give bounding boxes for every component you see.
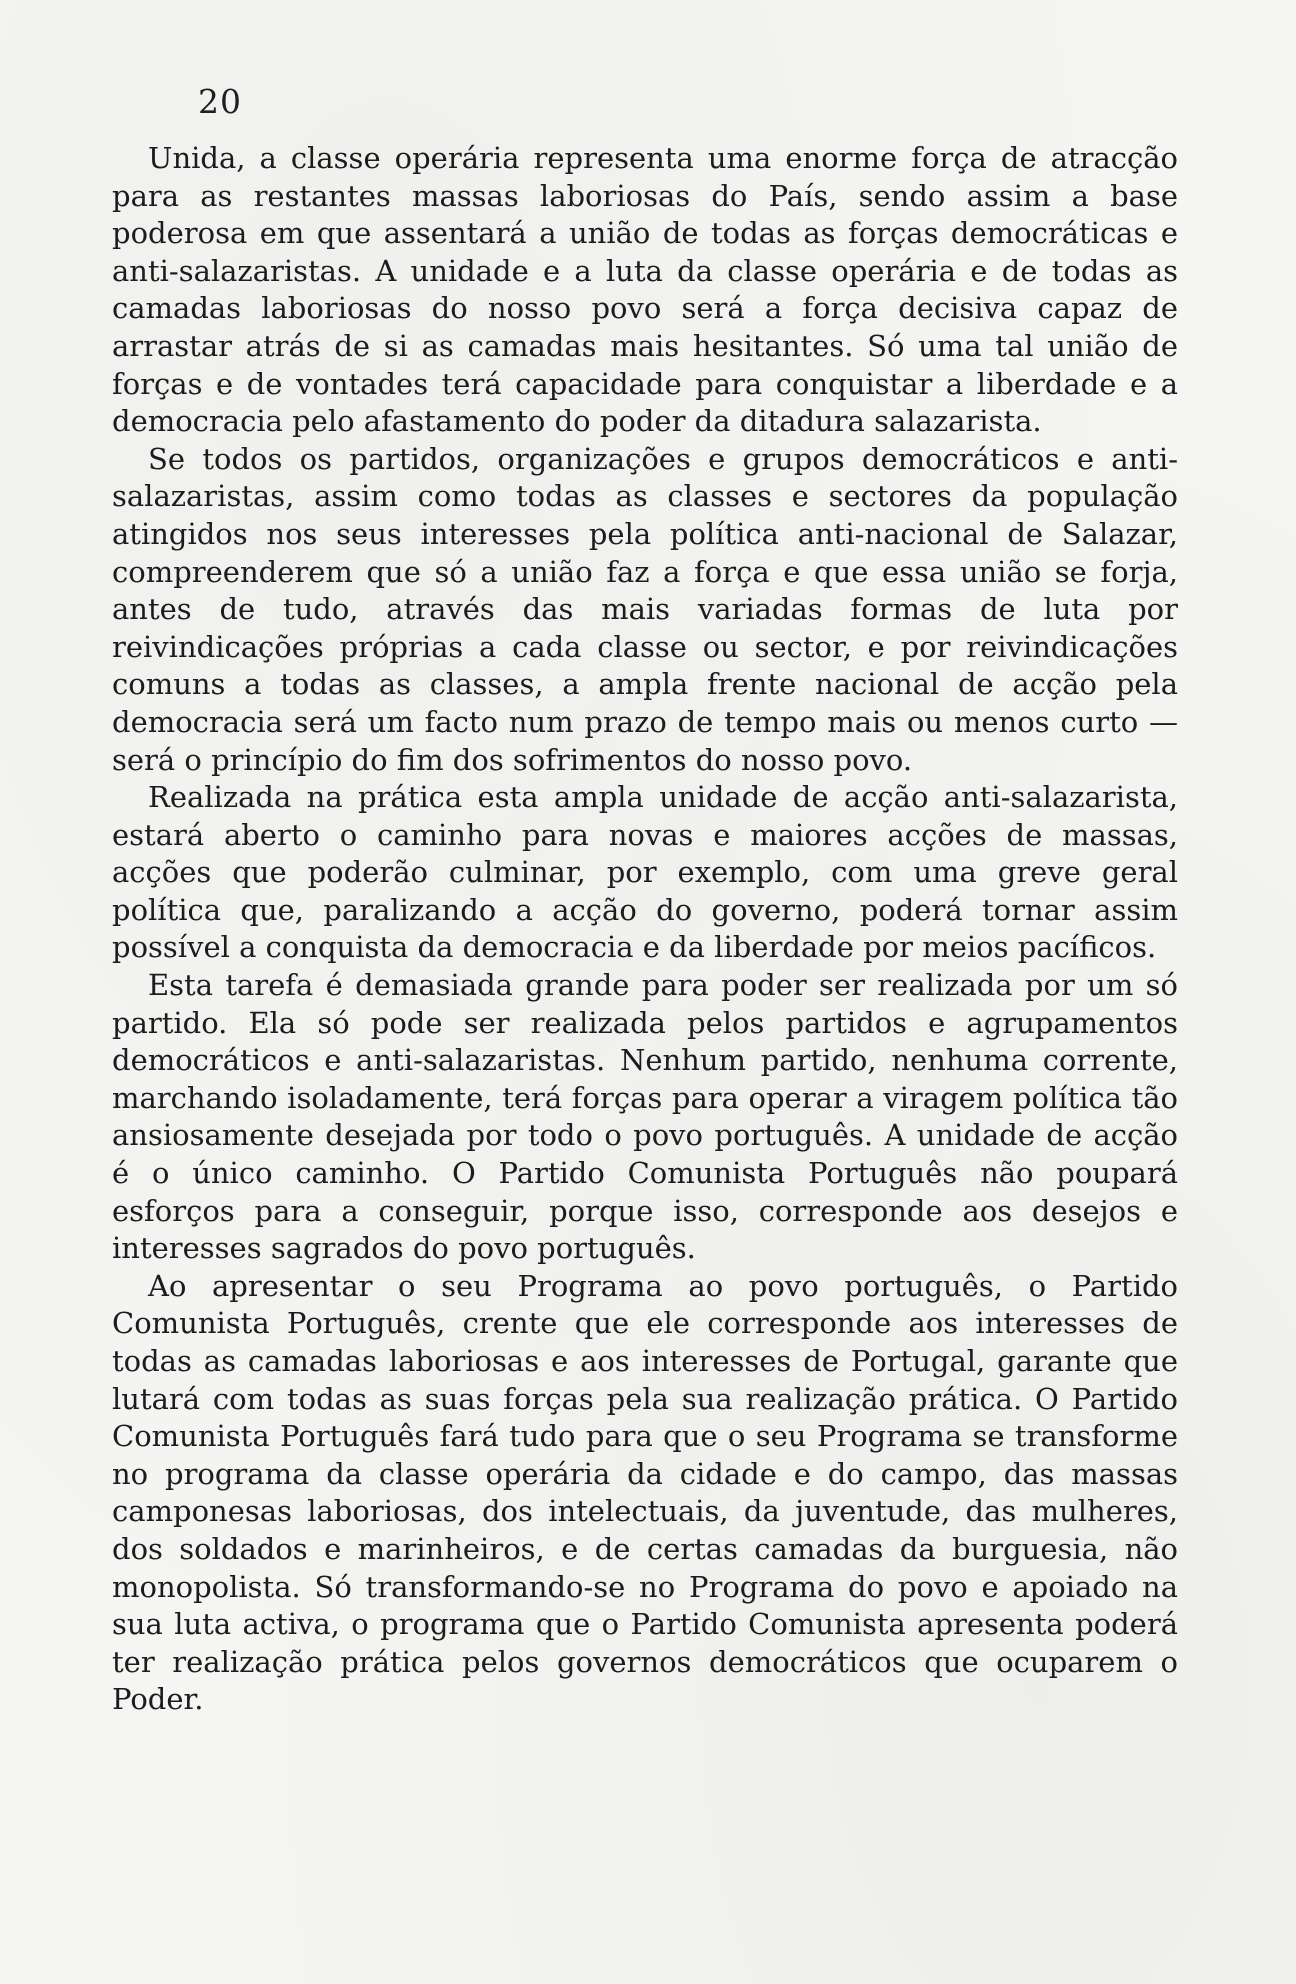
paragraph-unity-working-class: Unida, a classe operária representa uma enorme força de atracção para as restantes massas laboriosas do País, sendo assim a base poderosa em que assentará a união de todas as forças democráticas e anti-salazaristas. A unidade e a luta da classe operária e de todas as camadas laboriosas do nosso povo será a força decisiva capaz de arrastar atrás de si as camadas mais hesitantes. Só uma tal união de forças e de vontades terá capacidade para conquistar a liberdade e a democracia pelo afastamento do poder da ditadura salazarista. <box>112 141 1178 439</box>
body-text <box>112 140 1178 1719</box>
paragraph-democratic-front: Se todos os partidos, organizações e grupos democráticos e anti-salazaristas, assim como todas as classes e sectores da população atingidos nos seus interesses pela política anti-nacional de Salazar, compreenderem que só a união faz a força e que essa união se forja, antes de tudo, através das mais variadas formas de luta por reivindicações próprias a cada classe ou sector, e por reivindicações comuns a todas as classes, a ampla frente nacional de acção pela democracia será um facto num prazo de tempo mais ou menos curto — será o princípio do fim dos sofrimentos do nosso povo. <box>112 441 1178 777</box>
paragraph-party-programme: Ao apresentar o seu Programa ao povo português, o Partido Comunista Português, crente que ele corresponde aos interesses de todas as camadas laboriosas e aos interesses de Portugal, garante que lutará com todas as suas forças pela sua realização prática. O Partido Comunista Português fará tudo para que o seu Programa se transforme no programa da classe operária da cidade e do campo, das massas camponesas laboriosas, dos intelectuais, da juventude, das mulheres, dos soldados e marinheiros, e de certas camadas da burguesia, não monopolista. Só transformando-se no Programa do povo e apoiado na sua luta activa, o programa que o Partido Comunista apresenta poderá ter realização prática pelos governos democráticos que ocuparem o Poder. <box>112 1268 1178 1717</box>
paragraph-unity-of-action: Esta tarefa é demasiada grande para poder ser realizada por um só partido. Ela só pode ser realizada pelos partidos e agrupamentos democráticos e anti-salazaristas. Nenhum partido, nenhuma corrente, marchando isoladamente, terá forças para operar a viragem política tão ansiosamente desejada por todo o povo português. A unidade de acção é o único caminho. O Partido Comunista Português não poupará esforços para a conseguir, porque isso, corresponde aos desejos e interesses sagrados do povo português. <box>112 968 1178 1266</box>
paragraph-mass-actions: Realizada na prática esta ampla unidade de acção anti-salazarista, estará aberto o caminho para novas e maiores acções de massas, acções que poderão culminar, por exemplo, com uma greve geral política que, paralizando a acção do governo, poderá tornar assim possível a conquista da democracia e da liberdade por meios pacíficos. <box>112 780 1178 965</box>
page-number: 20 <box>198 82 242 121</box>
